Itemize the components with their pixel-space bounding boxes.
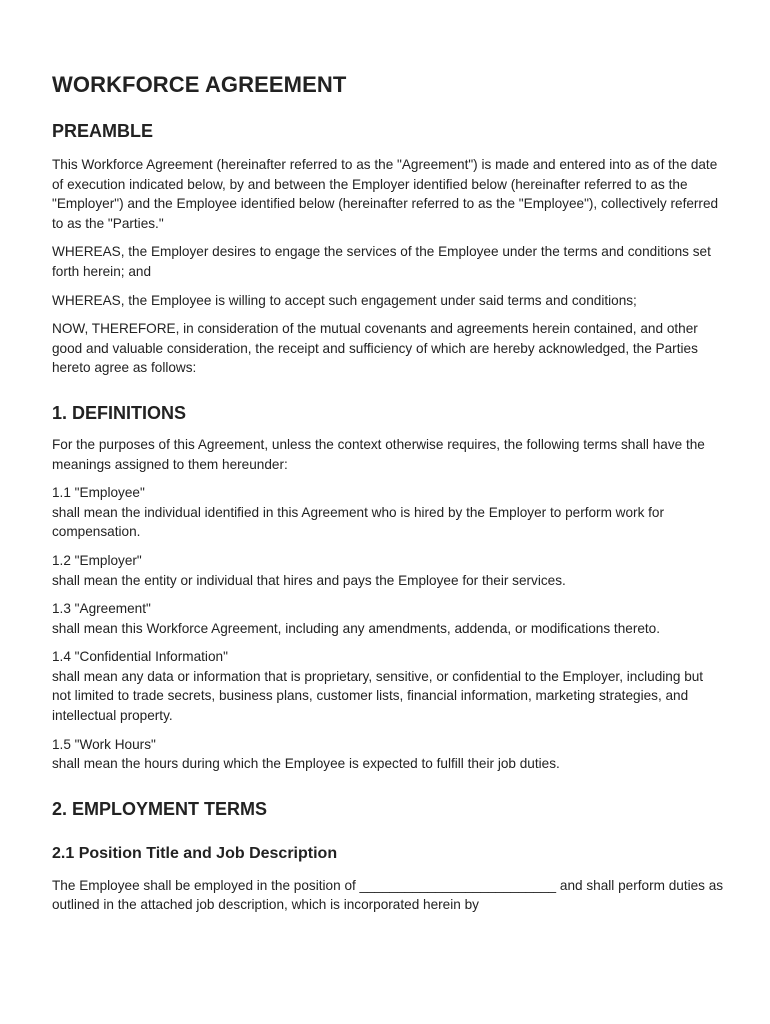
preamble-paragraph: This Workforce Agreement (hereinafter referred to as the "Agreement") is made and entered into as of the date of execution indicated below, by and between the Employer identified below (hereinafter referred to as the "Employer") and the Employee identified below (hereinafter referred to as the "Employee"), collectively referred to as the "Parties."	[52, 157, 719, 231]
definitions-heading: 1. DEFINITIONS	[52, 402, 187, 423]
definition-item	[52, 551, 724, 590]
definition-term: 1.2 "Employer"	[52, 552, 142, 568]
definition-text: shall mean the individual identified in this Agreement who is hired by the Employer to perform work for compensation.	[52, 504, 665, 540]
definition-text: shall mean the hours during which the Employee is expected to fulfill their job duties.	[52, 756, 560, 772]
definition-text: shall mean any data or information that is proprietary, sensitive, or confidential to the Employer, including but not limited to trade secrets, business plans, customer lists, financial information, marketing strategies, and intellectual property.	[52, 668, 704, 724]
definitions-intro: For the purposes of this Agreement, unless the context otherwise requires, the following terms shall have the meanings assigned to them hereunder:	[52, 436, 705, 472]
definition-text: shall mean the entity or individual that hires and pays the Employee for their services.	[52, 572, 566, 588]
employment-terms-heading: 2. EMPLOYMENT TERMS	[52, 798, 268, 819]
now-therefore-paragraph: NOW, THEREFORE, in consideration of the mutual covenants and agreements herein contained, and other good and valuable consideration, the receipt and sufficiency of which are hereby acknowledged, the Parties hereto agree as follows:	[52, 321, 698, 376]
whereas-employee-paragraph: WHEREAS, the Employee is willing to accept such engagement under said terms and conditions;	[52, 292, 637, 308]
position-title-heading: 2.1 Position Title and Job Description	[52, 844, 338, 862]
preamble-heading: PREAMBLE	[52, 121, 154, 141]
definition-item	[52, 483, 724, 542]
definition-term: 1.4 "Confidential Information"	[52, 649, 228, 665]
document-page	[52, 70, 724, 915]
definition-item	[52, 735, 724, 774]
definition-term: 1.1 "Employee"	[52, 485, 145, 501]
definition-item	[52, 647, 724, 725]
document-title: WORKFORCE AGREEMENT	[52, 72, 347, 97]
definition-term: 1.3 "Agreement"	[52, 601, 151, 617]
definition-term: 1.5 "Work Hours"	[52, 736, 156, 752]
position-title-paragraph: The Employee shall be employed in the position of __________________________ and shall perform duties as outlined in the attached job description, which is incorporated herein by	[52, 877, 724, 913]
definition-text: shall mean this Workforce Agreement, including any amendments, addenda, or modifications thereto.	[52, 620, 661, 636]
whereas-employer-paragraph: WHEREAS, the Employer desires to engage the services of the Employee under the terms and conditions set forth herein; and	[52, 244, 711, 279]
definition-item	[52, 599, 724, 638]
